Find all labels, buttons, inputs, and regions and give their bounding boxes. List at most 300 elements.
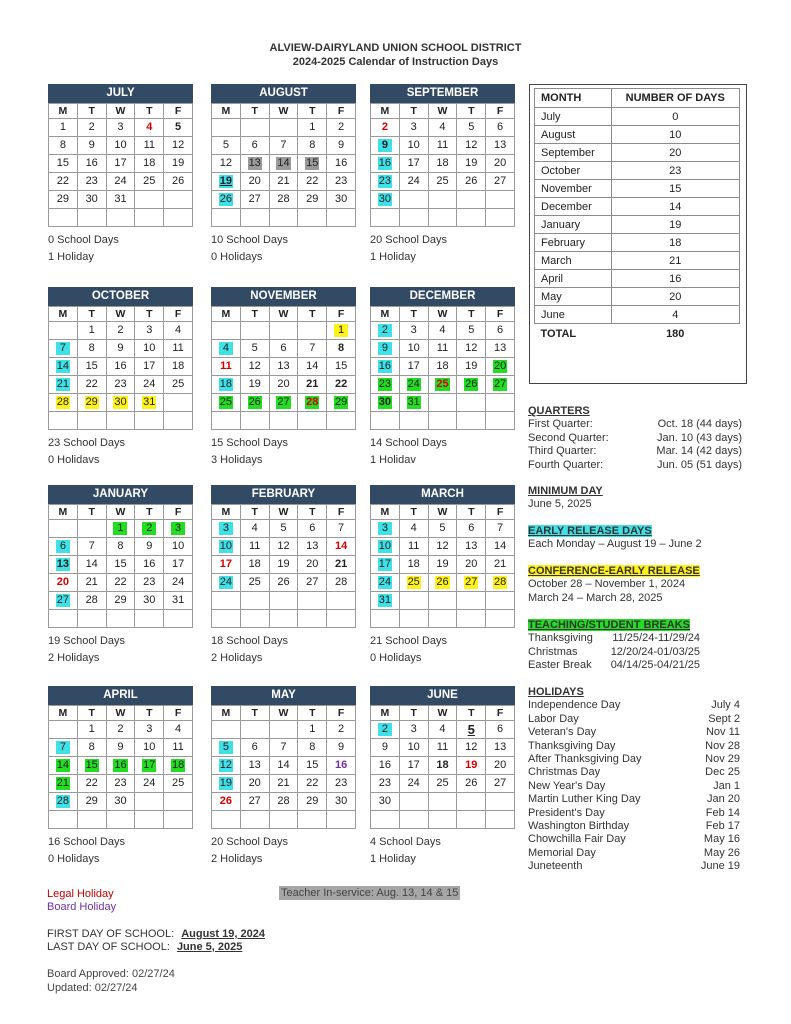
- holiday-name: Washington Birthday: [528, 820, 630, 833]
- day-cell: [457, 757, 486, 775]
- day-cell: [106, 412, 135, 430]
- day-number: 22: [85, 777, 98, 789]
- weekday-label: F: [327, 706, 356, 721]
- day-cell: [135, 119, 164, 137]
- day-cell: [49, 340, 78, 358]
- day-number: 3: [117, 121, 124, 133]
- day-number: 11: [220, 360, 232, 372]
- week-row: [49, 137, 193, 155]
- day-cell: [269, 721, 298, 739]
- day-cell: [428, 811, 457, 829]
- day-cell: [486, 811, 515, 829]
- day-cell: [164, 739, 193, 757]
- day-number: 23: [114, 777, 127, 789]
- day-number: 5: [251, 342, 258, 354]
- day-number: 30: [85, 193, 98, 205]
- day-number: 17: [407, 759, 420, 771]
- day-number: 11: [436, 741, 449, 753]
- day-cell: [371, 137, 400, 155]
- day-number: 24: [407, 777, 420, 789]
- day-cell: [298, 793, 327, 811]
- breaks-section: [528, 619, 700, 673]
- day-cell: [240, 191, 269, 209]
- day-number: 16: [85, 157, 98, 169]
- days-table-row: [535, 198, 740, 216]
- day-number: 9: [117, 741, 124, 753]
- day-number: 20: [248, 175, 261, 187]
- day-cell: [269, 209, 298, 227]
- day-cell: [106, 322, 135, 340]
- week-row: [49, 322, 193, 340]
- weekday-label: W: [428, 505, 457, 520]
- day-cell: [457, 775, 486, 793]
- day-cell: [269, 191, 298, 209]
- weekday-label: T: [135, 505, 164, 520]
- day-number: 26: [465, 378, 478, 390]
- week-row: [212, 811, 356, 829]
- day-cell: [49, 775, 78, 793]
- day-cell: [106, 793, 135, 811]
- day-cell: [212, 412, 241, 430]
- day-number: 21: [56, 378, 70, 390]
- day-cell: [77, 793, 106, 811]
- day-cell: [164, 119, 193, 137]
- week-row: [49, 556, 193, 574]
- day-cell: [457, 119, 486, 137]
- holiday-name: Memorial Day: [528, 846, 596, 859]
- day-cell: [371, 592, 400, 610]
- day-number: 13: [493, 741, 507, 753]
- day-number: 1: [113, 522, 127, 535]
- day-cell: [212, 574, 241, 592]
- holiday-name-row: [528, 699, 740, 712]
- day-cell: [212, 538, 241, 556]
- day-cell: [135, 757, 164, 775]
- days-table-row: [535, 108, 740, 126]
- holidays-count: 0 Holidays: [370, 652, 422, 664]
- day-cell: [106, 574, 135, 592]
- day-cell: [428, 137, 457, 155]
- day-number: 17: [407, 360, 420, 372]
- day-cell: [77, 538, 106, 556]
- holiday-date: Dec 25: [705, 766, 740, 779]
- day-cell: [399, 358, 428, 376]
- days-table-row: [535, 306, 740, 324]
- week-row: [371, 811, 515, 829]
- total-label: TOTAL: [540, 327, 577, 340]
- day-cell: [49, 394, 78, 412]
- day-number: 15: [85, 759, 98, 771]
- day-cell: [486, 757, 515, 775]
- day-cell: [298, 610, 327, 628]
- day-number: 30: [143, 594, 156, 606]
- quarter-label: Second Quarter:: [528, 431, 609, 444]
- day-cell: [327, 520, 356, 538]
- day-cell: [486, 376, 515, 394]
- calendar-december: [370, 287, 515, 469]
- holiday-name: Juneteenth: [528, 860, 583, 873]
- day-cell: [371, 412, 400, 430]
- day-number: 19: [171, 157, 185, 169]
- week-row: [212, 520, 356, 538]
- day-number: 21: [277, 175, 290, 187]
- holidays-count: 1 Holiday: [370, 251, 416, 263]
- day-cell: [371, 757, 400, 775]
- day-cell: [240, 340, 269, 358]
- day-cell: [371, 574, 400, 592]
- day-number: 10: [407, 741, 420, 753]
- weekday-label: T: [457, 307, 486, 322]
- day-cell: [327, 376, 356, 394]
- day-cell: [240, 574, 269, 592]
- day-cell: [269, 538, 298, 556]
- day-number: 30: [378, 396, 392, 408]
- holiday-date: May 26: [703, 846, 740, 859]
- month-header: NOVEMBER: [211, 287, 356, 306]
- day-number: 5: [222, 139, 229, 151]
- day-number: 5: [439, 522, 446, 534]
- day-cell: [486, 191, 515, 209]
- days-table-count: 19: [611, 216, 740, 234]
- total-value: 180: [666, 327, 685, 340]
- day-cell: [428, 322, 457, 340]
- holiday-date: Jan 1: [713, 779, 740, 792]
- day-number: 16: [114, 759, 127, 771]
- weekday-row: [49, 104, 193, 119]
- day-cell: [371, 556, 400, 574]
- day-number: 8: [338, 342, 345, 354]
- day-number: 25: [219, 396, 233, 408]
- day-number: 25: [171, 378, 185, 390]
- weekday-label: F: [486, 706, 515, 721]
- week-row: [49, 394, 193, 412]
- day-cell: [164, 173, 193, 191]
- day-cell: [106, 173, 135, 191]
- week-row: [371, 209, 515, 227]
- weekday-label: T: [399, 706, 428, 721]
- days-table-count: 10: [611, 126, 740, 144]
- day-number: 11: [143, 139, 155, 151]
- holiday-name-row: [528, 753, 740, 766]
- day-cell: [49, 137, 78, 155]
- week-row: [212, 340, 356, 358]
- days-table-month: July: [535, 108, 612, 126]
- day-cell: [49, 556, 78, 574]
- day-number: 3: [410, 121, 417, 133]
- day-number: 25: [436, 378, 449, 390]
- day-number: 25: [407, 576, 420, 588]
- week-row: [212, 775, 356, 793]
- day-cell: [298, 538, 327, 556]
- day-cell: [428, 721, 457, 739]
- day-cell: [327, 775, 356, 793]
- days-table-count: 14: [611, 198, 740, 216]
- day-cell: [457, 520, 486, 538]
- day-cell: [298, 340, 327, 358]
- day-number: 19: [248, 378, 261, 390]
- day-number: 16: [378, 157, 392, 169]
- week-row: [371, 775, 515, 793]
- weekday-label: M: [371, 307, 400, 322]
- holiday-name-row: [528, 780, 740, 793]
- month-grid: [370, 705, 515, 829]
- day-cell: [106, 340, 135, 358]
- day-cell: [298, 394, 327, 412]
- day-cell: [298, 811, 327, 829]
- break-dates: 12/20/24-01/03/25: [610, 645, 700, 658]
- day-cell: [428, 191, 457, 209]
- school-days-count: 4 School Days: [370, 836, 441, 848]
- conference-title: [528, 565, 700, 578]
- day-cell: [371, 520, 400, 538]
- day-number: 4: [439, 723, 446, 735]
- holiday-date: Nov 29: [705, 753, 740, 766]
- day-cell: [428, 119, 457, 137]
- day-cell: [106, 739, 135, 757]
- day-cell: [428, 538, 457, 556]
- day-cell: [164, 394, 193, 412]
- day-number: 1: [59, 121, 66, 133]
- calendar-march: [370, 485, 515, 667]
- day-cell: [212, 793, 241, 811]
- holiday-name: Martin Luther King Day: [528, 793, 641, 806]
- days-table-month: October: [535, 162, 612, 180]
- weekday-label: F: [486, 104, 515, 119]
- day-cell: [428, 520, 457, 538]
- breaks-title-text: TEACHING/STUDENT BREAKS: [528, 619, 690, 631]
- day-number: 17: [219, 558, 233, 570]
- day-number: 20: [56, 576, 70, 588]
- day-number: 30: [378, 795, 392, 807]
- days-table-month: November: [535, 180, 612, 198]
- day-cell: [298, 358, 327, 376]
- day-cell: [164, 721, 193, 739]
- day-cell: [399, 191, 428, 209]
- day-cell: [106, 394, 135, 412]
- day-cell: [77, 155, 106, 173]
- week-row: [49, 793, 193, 811]
- day-cell: [212, 376, 241, 394]
- month-header: AUGUST: [211, 84, 356, 103]
- weekday-label: F: [486, 505, 515, 520]
- week-row: [212, 394, 356, 412]
- days-per-month-table: [534, 88, 740, 343]
- day-cell: [371, 793, 400, 811]
- day-cell: [106, 209, 135, 227]
- day-cell: [399, 173, 428, 191]
- day-number: 11: [436, 342, 449, 354]
- day-number: 18: [436, 759, 449, 771]
- day-number: 9: [378, 139, 392, 152]
- days-table-row: [535, 288, 740, 306]
- day-cell: [135, 340, 164, 358]
- days-table-row: [535, 234, 740, 252]
- day-cell: [135, 173, 164, 191]
- day-number: 3: [146, 324, 153, 336]
- day-number: 27: [493, 378, 507, 390]
- day-cell: [371, 155, 400, 173]
- day-number: 24: [171, 576, 185, 588]
- day-number: 1: [309, 723, 316, 735]
- day-number: 27: [248, 193, 261, 205]
- board-approved: Board Approved: 02/27/24: [47, 968, 175, 980]
- day-cell: [240, 811, 269, 829]
- holiday-name: President's Day: [528, 806, 605, 819]
- day-cell: [77, 811, 106, 829]
- week-row: [212, 173, 356, 191]
- day-number: 4: [410, 522, 417, 534]
- day-number: 31: [171, 594, 185, 606]
- day-cell: [298, 556, 327, 574]
- day-cell: [371, 173, 400, 191]
- day-number: 9: [338, 741, 345, 753]
- day-cell: [164, 775, 193, 793]
- week-row: [371, 610, 515, 628]
- weekday-label: W: [428, 307, 457, 322]
- week-row: [49, 757, 193, 775]
- holiday-name: Christmas Day: [528, 766, 601, 779]
- day-number: 25: [248, 576, 261, 588]
- day-cell: [212, 721, 241, 739]
- weekday-label: T: [298, 505, 327, 520]
- holidays-title: HOLIDAYS: [528, 686, 584, 698]
- day-cell: [106, 775, 135, 793]
- day-number: 17: [114, 157, 127, 169]
- day-number: 23: [378, 175, 392, 187]
- day-number: 23: [378, 777, 392, 789]
- day-cell: [457, 155, 486, 173]
- day-cell: [486, 340, 515, 358]
- day-number: 7: [56, 741, 70, 754]
- week-row: [49, 209, 193, 227]
- month-grid: [48, 504, 193, 628]
- day-number: 26: [465, 777, 478, 789]
- weekday-label: F: [327, 307, 356, 322]
- day-cell: [371, 340, 400, 358]
- day-cell: [327, 173, 356, 191]
- day-cell: [106, 520, 135, 538]
- day-number: 31: [407, 396, 420, 408]
- day-cell: [135, 610, 164, 628]
- break-dates: 11/25/24-11/29/24: [612, 632, 700, 645]
- week-row: [49, 358, 193, 376]
- day-cell: [135, 775, 164, 793]
- weekday-label: F: [327, 505, 356, 520]
- day-number: 28: [277, 193, 290, 205]
- day-cell: [428, 358, 457, 376]
- week-row: [371, 358, 515, 376]
- day-number: 15: [306, 759, 319, 771]
- week-row: [371, 173, 515, 191]
- day-cell: [106, 376, 135, 394]
- quarter-label: Fourth Quarter:: [528, 458, 604, 471]
- weekday-label: T: [77, 307, 106, 322]
- quarter-label-row: [528, 432, 742, 445]
- weekday-label: F: [164, 104, 193, 119]
- day-number: 14: [277, 157, 290, 169]
- day-number: 29: [114, 594, 127, 606]
- quarter-date: Jun. 05 (51 days): [657, 458, 742, 471]
- day-number: 7: [497, 522, 504, 534]
- day-cell: [486, 322, 515, 340]
- day-cell: [327, 538, 356, 556]
- holiday-name-row: [528, 807, 740, 820]
- break-name: Christmas: [528, 645, 578, 658]
- week-row: [212, 412, 356, 430]
- day-number: 10: [407, 342, 420, 354]
- day-number: 24: [114, 175, 127, 187]
- holiday-name-row: [528, 793, 740, 806]
- week-row: [371, 376, 515, 394]
- day-cell: [240, 592, 269, 610]
- week-row: [212, 137, 356, 155]
- day-number: 28: [56, 396, 70, 408]
- day-cell: [106, 811, 135, 829]
- day-cell: [77, 394, 106, 412]
- quarters-section: [528, 405, 742, 472]
- quarter-date: Mar. 14 (42 days): [656, 445, 742, 458]
- day-cell: [298, 173, 327, 191]
- day-cell: [371, 376, 400, 394]
- day-cell: [327, 574, 356, 592]
- day-cell: [327, 811, 356, 829]
- day-cell: [106, 757, 135, 775]
- day-cell: [399, 556, 428, 574]
- weekday-label: F: [164, 307, 193, 322]
- week-row: [212, 757, 356, 775]
- day-number: 11: [407, 540, 420, 552]
- day-cell: [212, 520, 241, 538]
- day-cell: [457, 556, 486, 574]
- day-number: 4: [146, 121, 153, 133]
- day-number: 9: [146, 540, 153, 552]
- day-cell: [135, 592, 164, 610]
- day-cell: [486, 209, 515, 227]
- holiday-name-row: [528, 726, 740, 739]
- week-row: [212, 574, 356, 592]
- day-number: 31: [378, 594, 392, 606]
- day-cell: [371, 119, 400, 137]
- weekday-label: T: [298, 307, 327, 322]
- day-number: 4: [175, 324, 182, 336]
- week-row: [371, 592, 515, 610]
- day-cell: [135, 137, 164, 155]
- school-days-count: 20 School Days: [211, 836, 289, 848]
- day-number: 7: [280, 741, 287, 753]
- weekday-row: [371, 104, 515, 119]
- day-cell: [399, 340, 428, 358]
- day-cell: [164, 322, 193, 340]
- day-number: 5: [175, 121, 182, 133]
- day-cell: [240, 721, 269, 739]
- calendar-subtitle: 2024-2025 Calendar of Instruction Days: [292, 56, 499, 68]
- day-cell: [135, 574, 164, 592]
- day-cell: [164, 412, 193, 430]
- day-cell: [269, 155, 298, 173]
- day-number: 13: [493, 139, 507, 151]
- day-number: 18: [171, 759, 185, 771]
- day-number: 16: [378, 759, 392, 771]
- day-number: 23: [334, 175, 348, 187]
- day-cell: [486, 137, 515, 155]
- day-cell: [49, 520, 78, 538]
- legal-holiday-legend: Legal Holiday: [47, 888, 114, 900]
- day-cell: [49, 538, 78, 556]
- day-number: 6: [309, 522, 316, 534]
- day-cell: [106, 610, 135, 628]
- day-number: 15: [114, 558, 127, 570]
- day-number: 18: [143, 157, 156, 169]
